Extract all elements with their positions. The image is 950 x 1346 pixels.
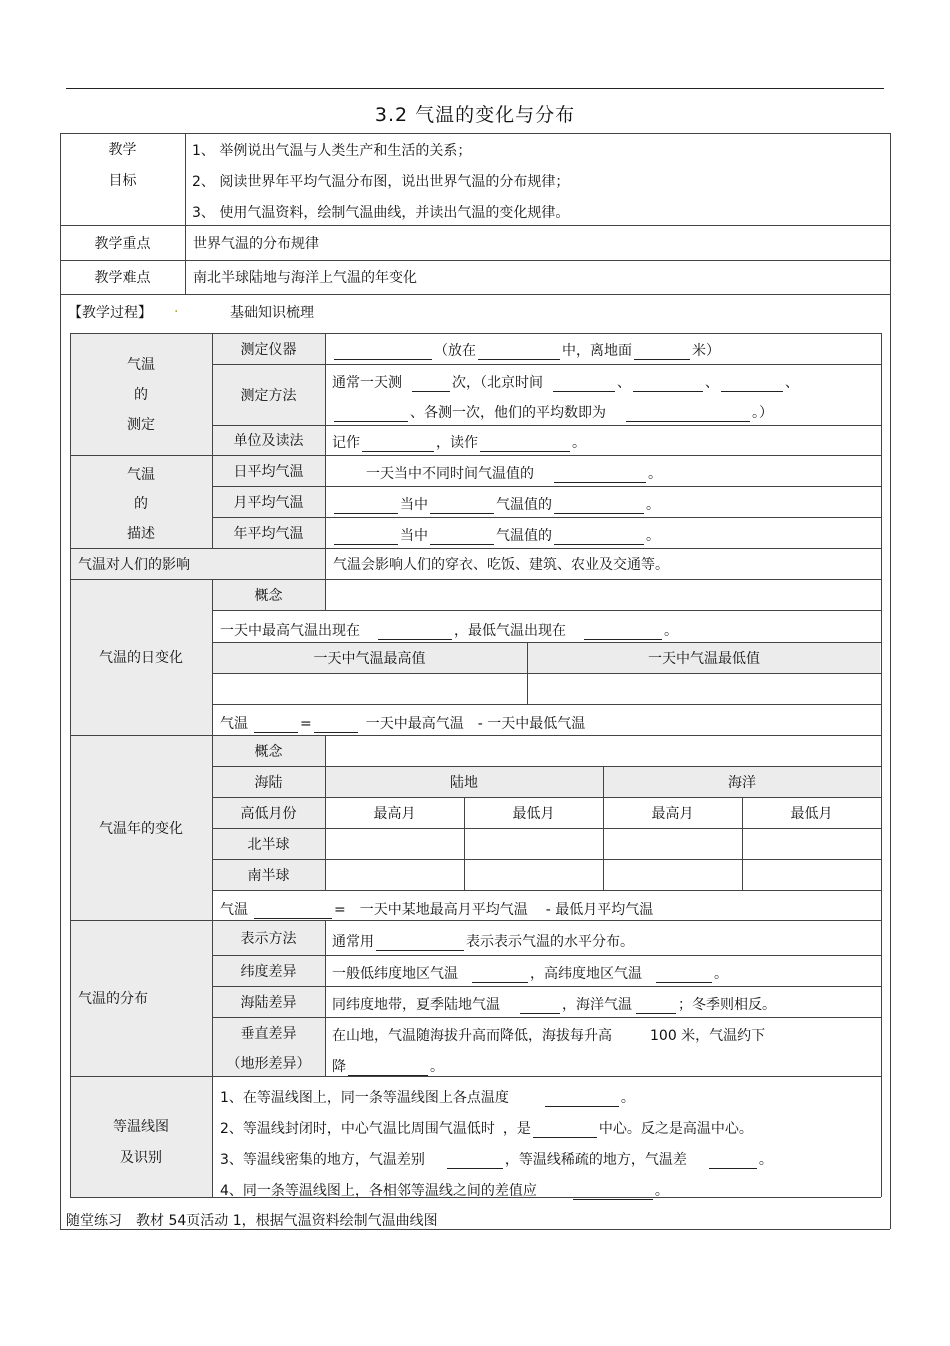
fill-blank[interactable] [721,377,783,392]
method-text-line1: 通常一天测 次，（北京时间 、 、 、 [332,375,799,391]
fill-blank[interactable] [554,468,646,483]
objective-item: 3、 使用气温资料，绘制气温曲线，并读出气温的变化规律。 [192,205,570,221]
annual-range-text: 气温 = 一天中某地最高月平均气温 - 最低月平均气温 [220,902,654,918]
fill-blank[interactable] [254,904,332,919]
isotherm-label: 等温线图 [113,1119,169,1135]
fill-blank[interactable] [553,377,615,392]
daily-min-header: 一天中气温最低值 [648,650,760,667]
vertical-sublabel: （地形差异） [226,1055,311,1072]
instrument-label: 测定仪器 [240,341,297,358]
represent-text: 通常用 表示表示气温的水平分布。 [332,934,634,950]
daily-concept-label: 概念 [254,587,283,604]
ocean-header: 海洋 [728,774,756,791]
annual-concept-label: 概念 [254,743,283,760]
fill-blank[interactable] [634,345,690,360]
fill-blank[interactable] [430,530,494,545]
represent-label: 表示方法 [240,930,297,947]
latitude-label: 纬度差异 [240,963,297,980]
monthly-avg-text: 当中 气温值的 。 [332,494,660,514]
fill-blank[interactable] [636,999,676,1014]
fill-blank[interactable] [376,936,464,951]
fill-blank[interactable] [254,718,298,733]
fill-blank[interactable] [626,407,750,422]
practice-row [66,1210,438,1230]
fill-blank[interactable] [378,625,452,640]
vertical-text-line2: 降 。 [332,1059,444,1075]
daily-avg-label: 日平均气温 [233,463,304,480]
land-min-month: 最低月 [512,805,555,822]
daily-change-label: 气温的日变化 [99,650,183,666]
monthly-avg-label: 月平均气温 [233,494,304,511]
fill-blank[interactable] [545,1092,619,1107]
isotherm-item: 3、等温线密集的地方，气温差别 ，等温线稀疏的地方，气温差 。 [220,1152,773,1168]
south-label: 南半球 [247,867,290,884]
describe-label: 的 [134,496,148,512]
key-point-label: 教学重点 [94,235,151,252]
vertical-text-line1: 在山地，气温随海拔升高而降低，海拔每升高 100 米，气温约下 [332,1028,766,1044]
fill-blank[interactable] [554,530,644,545]
measure-label: 气温 [127,357,155,373]
fill-blank[interactable] [573,1185,653,1200]
fill-blank[interactable] [334,345,432,360]
instrument-text: （放在 中，离地面 米） [332,340,720,360]
isotherm-item: 1、在等温线图上，同一条等温线图上各点温度 。 [220,1090,635,1106]
fill-blank[interactable] [430,499,494,514]
fill-blank[interactable] [334,499,398,514]
months-label: 高低月份 [240,805,297,822]
fill-blank[interactable] [412,377,450,392]
unit-label: 单位及读法 [233,433,304,449]
impact-label: 气温对人们的影响 [78,556,190,573]
fill-blank[interactable] [533,1123,597,1138]
fill-blank[interactable] [334,407,408,422]
fill-blank[interactable] [656,968,712,983]
land-header: 陆地 [450,774,478,791]
practice-value: 教材 54页活动 1，根据气温资料绘制气温曲线图 [136,1213,438,1229]
landsea-label: 海陆差异 [240,994,297,1011]
difficulty-label: 教学难点 [94,270,151,286]
header-rule [66,88,884,89]
fill-blank[interactable] [362,437,434,452]
isotherm-item: 2、等温线封闭时，中心气温比周围气温低时 ，是 中心。反之是高温中心。 [220,1121,753,1137]
measure-label: 的 [134,387,148,403]
describe-label: 描述 [127,526,155,542]
isotherm-item: 4、同一条等温线图上，各相邻等温线之间的差值应 。 [220,1183,669,1199]
measure-label: 测定 [127,417,155,433]
method-text-line2: 、各测一次，他们的平均数即为 。） [332,402,773,422]
sea-land-label: 海陆 [254,774,283,791]
ocean-max-month: 最高月 [651,805,694,822]
difficulty-value: 南北半球陆地与海洋上气温的年变化 [193,270,417,286]
process-label: 【教学过程】 [68,305,152,321]
key-point-value: 世界气温的分布规律 [193,235,319,252]
fill-blank[interactable] [348,1061,428,1076]
process-subtitle: 基础知识梳理 [230,305,314,321]
land-max-month: 最高月 [373,805,416,822]
impact-value: 气温会影响人们的穿衣、吃饭、建筑、农业及交通等。 [333,556,669,573]
latitude-text: 一般低纬度地区气温 ，高纬度地区气温 。 [332,966,728,982]
fill-blank[interactable] [314,718,358,733]
fill-blank[interactable] [709,1154,757,1169]
annual-change-label: 气温年的变化 [99,820,183,837]
objective-item: 2、 阅读世界年平均气温分布图，说出世界气温的分布规律； [192,174,570,190]
objective-item: 1、 举例说出气温与人类生产和生活的关系； [192,143,472,159]
process-dot: . [174,300,179,316]
fill-blank[interactable] [478,345,560,360]
page-title: 3.2 气温的变化与分布 [374,104,576,126]
fill-blank[interactable] [334,530,398,545]
daily-avg-text: 一天当中不同时间气温值的 。 [366,466,662,482]
fill-blank[interactable] [472,968,528,983]
yearly-avg-text: 当中 气温值的 。 [332,525,660,545]
yearly-avg-label: 年平均气温 [233,525,304,542]
objectives-label: 教学 [108,142,137,158]
isotherm-label: 及识别 [120,1150,162,1166]
fill-blank[interactable] [554,499,644,514]
ocean-min-month: 最低月 [790,805,833,822]
fill-blank[interactable] [447,1154,503,1169]
fill-blank[interactable] [584,625,662,640]
daily-max-header: 一天中气温最高值 [313,650,426,667]
landsea-text: 同纬度地带，夏季陆地气温 ，海洋气温 ；冬季则相反。 [332,997,776,1013]
fill-blank[interactable] [633,377,703,392]
practice-label: 随堂练习 [66,1213,122,1229]
objectives-label: 目标 [108,173,137,189]
north-label: 北半球 [247,836,290,853]
distribution-label: 气温的分布 [78,991,148,1007]
unit-text: 记作 ，读作 。 [332,435,586,451]
daily-time-text: 一天中最高气温出现在 ，最低气温出现在 。 [220,623,678,639]
describe-label: 气温 [127,467,155,483]
method-label: 测定方法 [240,387,297,404]
daily-range-text: 气温 = 一天中最高气温 - 一天中最低气温 [220,716,586,732]
fill-blank[interactable] [520,999,560,1014]
fill-blank[interactable] [480,437,570,452]
vertical-label: 垂直差异 [240,1025,297,1042]
